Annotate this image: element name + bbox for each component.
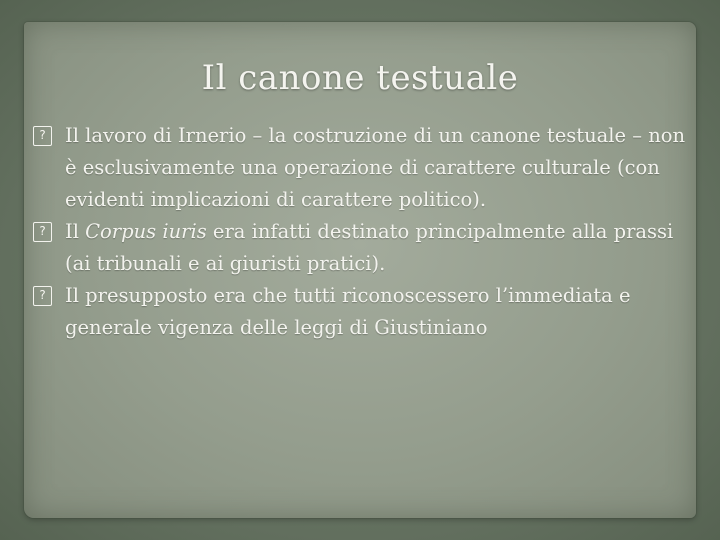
bullet-item	[33, 120, 693, 216]
bullet-item	[33, 216, 693, 280]
missing-glyph-icon	[33, 286, 52, 306]
bullet-list	[33, 120, 693, 344]
missing-glyph-icon	[33, 126, 52, 146]
bullet-text: Il	[65, 220, 86, 243]
bullet-text: Il lavoro di Irnerio – la costruzione di un canone testuale – non è esclusivamente una operazione di carattere culturale (con evidenti implicazioni di carattere politico).	[65, 124, 686, 211]
bullet-text: Il presupposto era che tutti riconoscessero l’immediata e generale vigenza delle leggi di Giustiniano	[65, 284, 631, 339]
bullet-italic-text: Corpus iuris	[85, 220, 207, 243]
slide-title: Il canone testuale	[201, 58, 519, 98]
bullet-text: era infatti destinato principalmente alla prassi (ai tribunali e ai giuristi pratici).	[65, 220, 674, 275]
bullet-item	[33, 280, 693, 344]
missing-glyph-icon	[33, 222, 52, 242]
